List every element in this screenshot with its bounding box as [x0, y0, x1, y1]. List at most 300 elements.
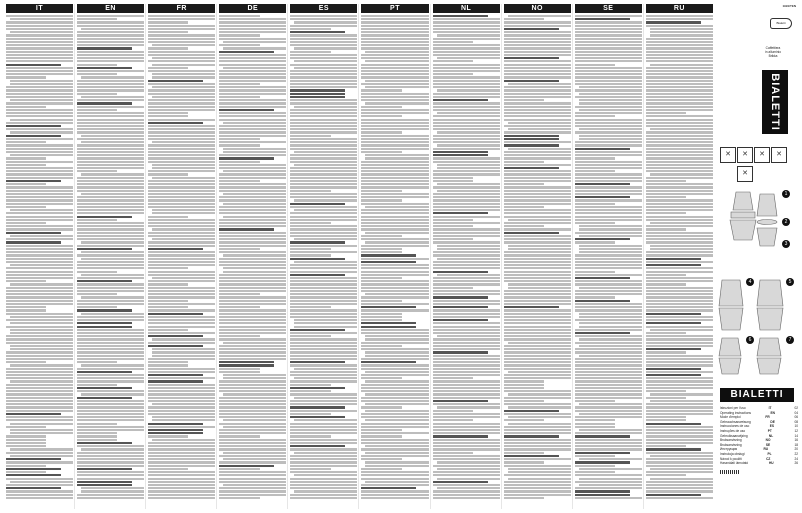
- paragraph-line: [361, 18, 428, 20]
- paragraph-line: [575, 400, 615, 402]
- paragraph-line: [433, 64, 500, 66]
- list-line: [10, 380, 73, 382]
- section-heading-line: [646, 313, 701, 315]
- paragraph-line: [219, 384, 286, 386]
- paragraph-line: [504, 303, 571, 305]
- paragraph-line: [6, 293, 73, 295]
- paragraph-line: [6, 338, 73, 340]
- list-line: [10, 364, 73, 366]
- paragraph-line: [361, 283, 428, 285]
- paragraph-line: [219, 371, 259, 373]
- paragraph-line: [219, 277, 286, 279]
- paragraph-line: [290, 303, 357, 305]
- paragraph-line: [504, 154, 571, 156]
- paragraph-line: [646, 338, 713, 340]
- paragraph-line: [504, 484, 571, 486]
- paragraph-line: [646, 83, 713, 85]
- paragraph-line: [646, 290, 713, 292]
- paragraph-line: [361, 368, 428, 370]
- paragraph-line: [575, 445, 642, 447]
- paragraph-line: [290, 481, 357, 483]
- paragraph-line: [504, 326, 571, 328]
- paragraph-line: [219, 28, 286, 30]
- section-heading-line: [290, 406, 345, 408]
- list-line: [650, 455, 713, 457]
- paragraph-line: [361, 274, 428, 276]
- paragraph-line: [6, 144, 73, 146]
- paragraph-line: [6, 296, 73, 298]
- paragraph-line: [77, 93, 117, 95]
- paragraph-line: [6, 358, 73, 360]
- paragraph-line: [77, 319, 144, 321]
- list-line: [365, 206, 428, 208]
- section-heading-line: [290, 31, 345, 33]
- paragraph-line: [6, 70, 73, 72]
- language-name: Bruksanvisning: [720, 438, 742, 443]
- paragraph-line: [219, 199, 286, 201]
- paragraph-line: [290, 138, 357, 140]
- list-line: [10, 316, 73, 318]
- paragraph-line: [6, 89, 73, 91]
- paragraph-line: [504, 73, 571, 75]
- paragraph-line: [504, 47, 571, 49]
- paragraph-line: [290, 109, 357, 111]
- paragraph-line: [290, 80, 357, 82]
- list-line: [650, 248, 713, 250]
- paragraph-line: [433, 371, 500, 373]
- section-heading-line: [290, 274, 345, 276]
- paragraph-line: [77, 222, 144, 224]
- list-line: [508, 128, 571, 130]
- paragraph-line: [433, 251, 500, 253]
- paragraph-line: [148, 435, 188, 437]
- paragraph-line: [646, 235, 713, 237]
- paragraph-line: [77, 439, 117, 441]
- language-name: Návod k použití: [720, 456, 742, 461]
- list-line: [81, 393, 144, 395]
- paragraph-line: [77, 31, 144, 33]
- paragraph-line: [6, 54, 73, 56]
- paragraph-line: [646, 57, 713, 59]
- list-line: [508, 83, 571, 85]
- section-heading-line: [361, 326, 416, 328]
- paragraph-line: [290, 296, 357, 298]
- paragraph-line: [77, 403, 144, 405]
- paragraph-line: [361, 106, 401, 108]
- section-heading-line: [433, 435, 488, 437]
- paragraph-line: [148, 306, 188, 308]
- paragraph-line: [361, 309, 428, 311]
- paragraph-line: [575, 232, 642, 234]
- language-page: 10: [794, 424, 798, 429]
- paragraph-line: [646, 170, 713, 172]
- paragraph-line: [575, 51, 642, 53]
- paragraph-line: [504, 212, 571, 214]
- paragraph-line: [646, 465, 713, 467]
- section-heading-line: [77, 484, 132, 486]
- paragraph-line: [504, 258, 571, 260]
- paragraph-line: [290, 183, 357, 185]
- list-line: [294, 397, 357, 399]
- paragraph-line: [646, 335, 713, 337]
- paragraph-line: [290, 34, 357, 36]
- paragraph-line: [504, 186, 571, 188]
- paragraph-line: [433, 60, 473, 62]
- paragraph-line: [148, 144, 215, 146]
- paragraph-line: [290, 300, 357, 302]
- paragraph-line: [148, 148, 215, 150]
- paragraph-line: [575, 193, 642, 195]
- paragraph-line: [433, 471, 500, 473]
- paragraph-line: [575, 34, 642, 36]
- paragraph-line: [646, 161, 713, 163]
- paragraph-line: [646, 490, 713, 492]
- list-line: [365, 102, 428, 104]
- list-line: [81, 96, 144, 98]
- paragraph-line: [433, 494, 500, 496]
- paragraph-line: [6, 161, 73, 163]
- section-heading-line: [77, 481, 132, 483]
- list-line: [579, 287, 642, 289]
- paragraph-line: [646, 219, 713, 221]
- paragraph-line: [290, 400, 357, 402]
- paragraph-line: [575, 209, 642, 211]
- paragraph-line: [646, 225, 713, 227]
- language-page: 02: [794, 406, 798, 410]
- paragraph-line: [219, 455, 286, 457]
- paragraph-line: [219, 261, 286, 263]
- paragraph-line: [6, 471, 46, 473]
- paragraph-line: [504, 448, 571, 450]
- paragraph-line: [646, 157, 713, 159]
- section-heading-line: [148, 335, 203, 337]
- paragraph-line: [6, 173, 73, 175]
- column-body: [433, 15, 500, 509]
- list-line: [152, 403, 215, 405]
- paragraph-line: [219, 293, 259, 295]
- paragraph-line: [148, 34, 215, 36]
- paragraph-line: [290, 119, 357, 121]
- paragraph-line: [290, 206, 357, 208]
- paragraph-line: [6, 34, 73, 36]
- paragraph-line: [219, 25, 286, 27]
- step-pot-1: [719, 280, 743, 306]
- paragraph-line: [6, 225, 73, 227]
- paragraph-line: [361, 31, 428, 33]
- section-heading-line: [6, 180, 61, 182]
- section-heading-line: [646, 423, 701, 425]
- paragraph-line: [433, 115, 500, 117]
- paragraph-line: [646, 287, 713, 289]
- paragraph-line: [433, 51, 500, 53]
- paragraph-line: [290, 374, 357, 376]
- paragraph-line: [290, 18, 357, 20]
- language-code: PT: [767, 428, 772, 433]
- language-page: 12: [794, 428, 798, 433]
- paragraph-line: [77, 245, 144, 247]
- list-line: [579, 99, 642, 101]
- paragraph-line: [504, 426, 571, 428]
- paragraph-line: [219, 70, 286, 72]
- paragraph-line: [290, 251, 357, 253]
- paragraph-line: [361, 186, 428, 188]
- paragraph-line: [6, 368, 73, 370]
- list-line: [294, 490, 357, 492]
- paragraph-line: [504, 228, 571, 230]
- list-line: [437, 183, 500, 185]
- paragraph-line: [219, 164, 286, 166]
- column-header: NL: [433, 4, 500, 13]
- paragraph-line: [433, 361, 500, 363]
- barcode-icon: [720, 470, 740, 474]
- section-heading-line: [575, 300, 630, 302]
- list-line: [650, 31, 713, 33]
- paragraph-line: [290, 309, 357, 311]
- paragraph-line: [6, 222, 46, 224]
- list-line: [81, 141, 144, 143]
- paragraph-line: [575, 80, 642, 82]
- paragraph-line: [148, 138, 215, 140]
- paragraph-line: [433, 332, 500, 334]
- paragraph-line: [219, 474, 286, 476]
- paragraph-line: [433, 193, 500, 195]
- list-line: [508, 423, 571, 425]
- paragraph-line: [575, 348, 642, 350]
- paragraph-line: [575, 416, 642, 418]
- paragraph-line: [77, 164, 144, 166]
- list-line: [579, 251, 642, 253]
- paragraph-line: [433, 106, 500, 108]
- paragraph-line: [290, 154, 357, 156]
- paragraph-line: [6, 128, 73, 130]
- paragraph-line: [77, 465, 144, 467]
- paragraph-line: [646, 89, 713, 91]
- paragraph-line: [433, 355, 500, 357]
- paragraph-line: [361, 251, 401, 253]
- paragraph-line: [77, 400, 144, 402]
- paragraph-line: [290, 167, 357, 169]
- list-line: [10, 322, 73, 324]
- paragraph-line: [361, 497, 428, 499]
- list-line: [508, 219, 571, 221]
- paragraph-line: [219, 296, 286, 298]
- paragraph-line: [646, 461, 713, 463]
- paragraph-line: [77, 112, 144, 114]
- paragraph-line: [290, 15, 357, 17]
- section-heading-line: [504, 410, 559, 412]
- column-no: [504, 4, 573, 509]
- paragraph-line: [219, 290, 286, 292]
- column-header: DE: [219, 4, 286, 13]
- paragraph-line: [148, 487, 215, 489]
- paragraph-line: [433, 287, 473, 289]
- paragraph-line: [361, 435, 401, 437]
- paragraph-line: [361, 374, 428, 376]
- paragraph-line: [575, 203, 615, 205]
- paragraph-line: [575, 131, 642, 133]
- language-page: 16: [794, 438, 798, 443]
- paragraph-line: [290, 161, 357, 163]
- list-line: [437, 461, 500, 463]
- list-line: [579, 355, 642, 357]
- list-line: [365, 393, 428, 395]
- paragraph-line: [504, 196, 571, 198]
- paragraph-line: [148, 180, 215, 182]
- paragraph-line: [646, 445, 686, 447]
- paragraph-line: [361, 28, 428, 30]
- paragraph-line: [77, 183, 144, 185]
- paragraph-line: [6, 419, 73, 421]
- paragraph-line: [504, 76, 571, 78]
- paragraph-line: [219, 335, 259, 337]
- paragraph-line: [646, 283, 686, 285]
- paragraph-line: [148, 442, 215, 444]
- list-line: [10, 332, 73, 334]
- paragraph-line: [290, 494, 357, 496]
- language-code: NO: [765, 438, 771, 443]
- paragraph-line: [504, 235, 571, 237]
- paragraph-line: [6, 416, 73, 418]
- paragraph-line: [77, 70, 144, 72]
- paragraph-line: [504, 164, 571, 166]
- paragraph-line: [77, 99, 144, 101]
- paragraph-line: [575, 448, 642, 450]
- paragraph-line: [6, 177, 73, 179]
- paragraph-line: [361, 280, 428, 282]
- paragraph-line: [290, 144, 357, 146]
- paragraph-line: [433, 238, 473, 240]
- list-line: [294, 452, 357, 454]
- list-line: [579, 102, 642, 104]
- paragraph-line: [148, 490, 215, 492]
- paragraph-line: [433, 387, 500, 389]
- paragraph-line: [148, 471, 215, 473]
- paragraph-line: [148, 384, 215, 386]
- paragraph-line: [504, 274, 571, 276]
- paragraph-line: [77, 128, 144, 130]
- paragraph-line: [219, 442, 286, 444]
- list-line: [579, 484, 642, 486]
- paragraph-line: [646, 96, 713, 98]
- paragraph-line: [575, 96, 642, 98]
- no-microwave-icon: ✕: [737, 147, 753, 163]
- language-code: CZ: [766, 456, 771, 461]
- paragraph-line: [575, 164, 642, 166]
- paragraph-line: [433, 96, 500, 98]
- section-heading-line: [77, 216, 132, 218]
- paragraph-line: [575, 170, 615, 172]
- paragraph-line: [219, 478, 286, 480]
- paragraph-line: [361, 70, 428, 72]
- paragraph-line: [504, 413, 571, 415]
- section-heading-line: [6, 232, 61, 234]
- paragraph-line: [290, 497, 357, 499]
- language-code: SE: [765, 442, 771, 447]
- paragraph-line: [646, 377, 713, 379]
- paragraph-line: [361, 170, 428, 172]
- paragraph-line: [219, 222, 286, 224]
- paragraph-line: [361, 238, 428, 240]
- paragraph-line: [575, 219, 642, 221]
- language-name: Instrucciones de uso: [720, 424, 750, 429]
- paragraph-line: [361, 397, 428, 399]
- paragraph-line: [6, 86, 73, 88]
- paragraph-line: [77, 277, 144, 279]
- paragraph-line: [361, 122, 428, 124]
- paragraph-line: [219, 135, 286, 137]
- paragraph-line: [290, 196, 357, 198]
- paragraph-line: [504, 445, 571, 447]
- paragraph-line: [575, 70, 642, 72]
- paragraph-line: [646, 303, 713, 305]
- paragraph-line: [504, 290, 571, 292]
- section-heading-line: [575, 196, 630, 198]
- paragraph-line: [219, 125, 286, 127]
- paragraph-line: [361, 413, 428, 415]
- paragraph-line: [575, 83, 642, 85]
- paragraph-line: [6, 76, 46, 78]
- paragraph-line: [77, 119, 144, 121]
- paragraph-line: [77, 429, 144, 431]
- paragraph-line: [6, 102, 73, 104]
- list-line: [508, 15, 571, 17]
- paragraph-line: [433, 329, 500, 331]
- paragraph-line: [219, 38, 286, 40]
- paragraph-line: [219, 112, 286, 114]
- paragraph-line: [433, 497, 500, 499]
- paragraph-line: [290, 432, 357, 434]
- paragraph-line: [219, 380, 286, 382]
- paragraph-line: [575, 31, 642, 33]
- paragraph-line: [290, 186, 357, 188]
- paragraph-line: [290, 487, 357, 489]
- paragraph-line: [219, 183, 286, 185]
- paragraph-line: [6, 452, 73, 454]
- paragraph-line: [646, 216, 713, 218]
- paragraph-line: [433, 384, 500, 386]
- paragraph-line: [219, 80, 286, 82]
- paragraph-line: [433, 18, 500, 20]
- paragraph-line: [575, 306, 642, 308]
- paragraph-line: [219, 439, 286, 441]
- paragraph-line: [361, 319, 401, 321]
- paragraph-line: [433, 429, 500, 431]
- paragraph-line: [361, 93, 428, 95]
- paragraph-line: [219, 99, 286, 101]
- paragraph-line: [646, 271, 713, 273]
- paragraph-line: [646, 274, 686, 276]
- paragraph-line: [77, 332, 144, 334]
- paragraph-line: [433, 452, 473, 454]
- list-line: [152, 209, 215, 211]
- paragraph-line: [77, 73, 117, 75]
- paragraph-line: [219, 34, 259, 36]
- pot-exploded-top: [757, 194, 777, 216]
- paragraph-line: [77, 271, 117, 273]
- paragraph-line: [290, 25, 357, 27]
- list-line: [508, 342, 571, 344]
- list-line: [365, 232, 428, 234]
- paragraph-line: [433, 86, 500, 88]
- list-line: [365, 351, 428, 353]
- paragraph-line: [361, 212, 428, 214]
- paragraph-line: [361, 235, 401, 237]
- list-line: [294, 319, 357, 321]
- paragraph-line: [6, 271, 73, 273]
- section-heading-line: [219, 51, 274, 53]
- paragraph-line: [433, 316, 500, 318]
- list-line: [10, 481, 73, 483]
